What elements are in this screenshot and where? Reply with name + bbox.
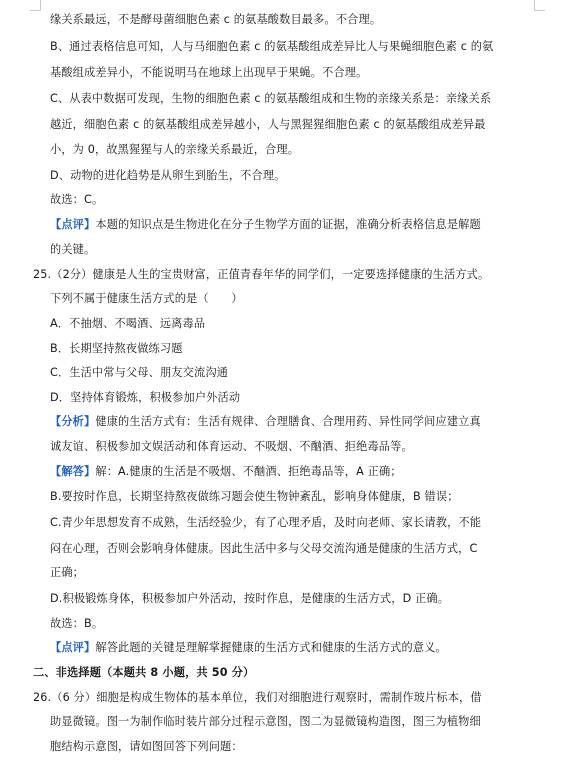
page-corner-mark (534, 0, 545, 11)
text-line: C.青少年思想发育不成熟，生活经验少，有了心理矛盾，及时向老师、家长请教，不能 (50, 516, 482, 529)
option-c-analysis: C、从表中数据可发现，生物的细胞色素 c 的氨基酸组成和生物的亲缘关系是：亲缘关系 (50, 92, 492, 105)
answer-line: 故选：C。 (50, 193, 104, 206)
text-line: 缘关系最远，不是酵母菌细胞色素 c 的氨基酸数目最多。不合理。 (50, 13, 382, 26)
comment-line (50, 641, 447, 655)
comment-line (50, 218, 481, 232)
solution-tag: 【解答】 (50, 465, 96, 478)
analysis-line (50, 415, 481, 429)
page-corner-mark (30, 0, 41, 11)
choice-b: B．长期坚持熬夜做练习题 (50, 342, 183, 355)
comment-text: 解答此题的关键是理解掌握健康的生活方式和健康的生活方式的意义。 (95, 641, 447, 654)
text-line: 基酸组成差异小，不能说明马在地球上出现早于果蝇。不合理。 (50, 66, 368, 79)
text-line: 小，为 0，故黑猩猩与人的亲缘关系最近，合理。 (50, 143, 300, 156)
question-26-stem: 26.（6 分）细胞是构成生物体的基本单位，我们对细胞进行观察时，需制作玻片标本，借 (33, 691, 482, 704)
question-25-stem: 25.（2分）健康是人生的宝贵财富，正值青春年华的同学们，一定要选择健康的生活方式。 (33, 268, 490, 281)
comment-text: 本题的知识点是生物进化在分子生物学方面的证据，准确分析表格信息是解题 (95, 218, 481, 231)
choice-d: D．坚持体育锻炼，积极参加户外活动 (50, 391, 241, 404)
text-line: 诚友谊、积极参加文娱活动和体育运动、不吸烟、不酗酒、拒绝毒品等。 (50, 440, 413, 453)
solution-text: 解：A.健康的生活是不吸烟、不酗酒、拒绝毒品等，A 正确； (95, 465, 402, 478)
text-line: 助显微镜。图一为制作临时装片部分过程示意图，图二为显微镜构造图，图三为植物细 (50, 715, 481, 728)
question-25-prompt: 下列不属于健康生活方式的是（ ） (50, 292, 243, 305)
option-d-analysis: D、动物的进化趋势是从卵生到胎生，不合理。 (50, 169, 286, 182)
comment-tag: 【点评】 (50, 641, 96, 654)
text-line: B.要按时作息，长期坚持熬夜做练习题会使生物钟紊乱，影响身体健康，B 错误； (50, 490, 459, 503)
comment-tag: 【点评】 (50, 218, 96, 231)
choice-c: C．生活中常与父母、朋友交流沟通 (50, 366, 229, 379)
solution-line (50, 465, 402, 479)
text-line: 闷在心理，否则会影响身体健康。因此生活中多与父母交流沟通是健康的生活方式，C (50, 542, 478, 555)
analysis-tag: 【分析】 (50, 415, 96, 428)
choice-a: A．不抽烟、不喝酒、远离毒品 (50, 317, 206, 330)
text-line: D.积极锻炼身体，积极参加户外活动，按时作息，是健康的生活方式，D 正确。 (50, 592, 450, 605)
text-line: 越近，细胞色素 c 的氨基酸组成差异越小，人与黑猩猩细胞色素 c 的氨基酸组成差异最 (50, 118, 486, 131)
text-line: 胞结构示意图，请如图回答下列问题： (50, 740, 243, 753)
analysis-text: 健康的生活方式有：生活有规律、合理膳食、合理用药、异性同学间应建立真 (95, 415, 481, 428)
option-b-analysis: B、通过表格信息可知，人与马细胞色素 c 的氨基酸组成差异比人与果蝇细胞色素 c 的氨 (50, 40, 494, 53)
answer-line: 故选：B。 (50, 617, 104, 630)
text-line: 的关键。 (50, 243, 96, 256)
text-line: 正确； (50, 566, 85, 579)
section-heading: 二、非选择题（本题共 8 小题，共 50 分） (33, 666, 255, 679)
